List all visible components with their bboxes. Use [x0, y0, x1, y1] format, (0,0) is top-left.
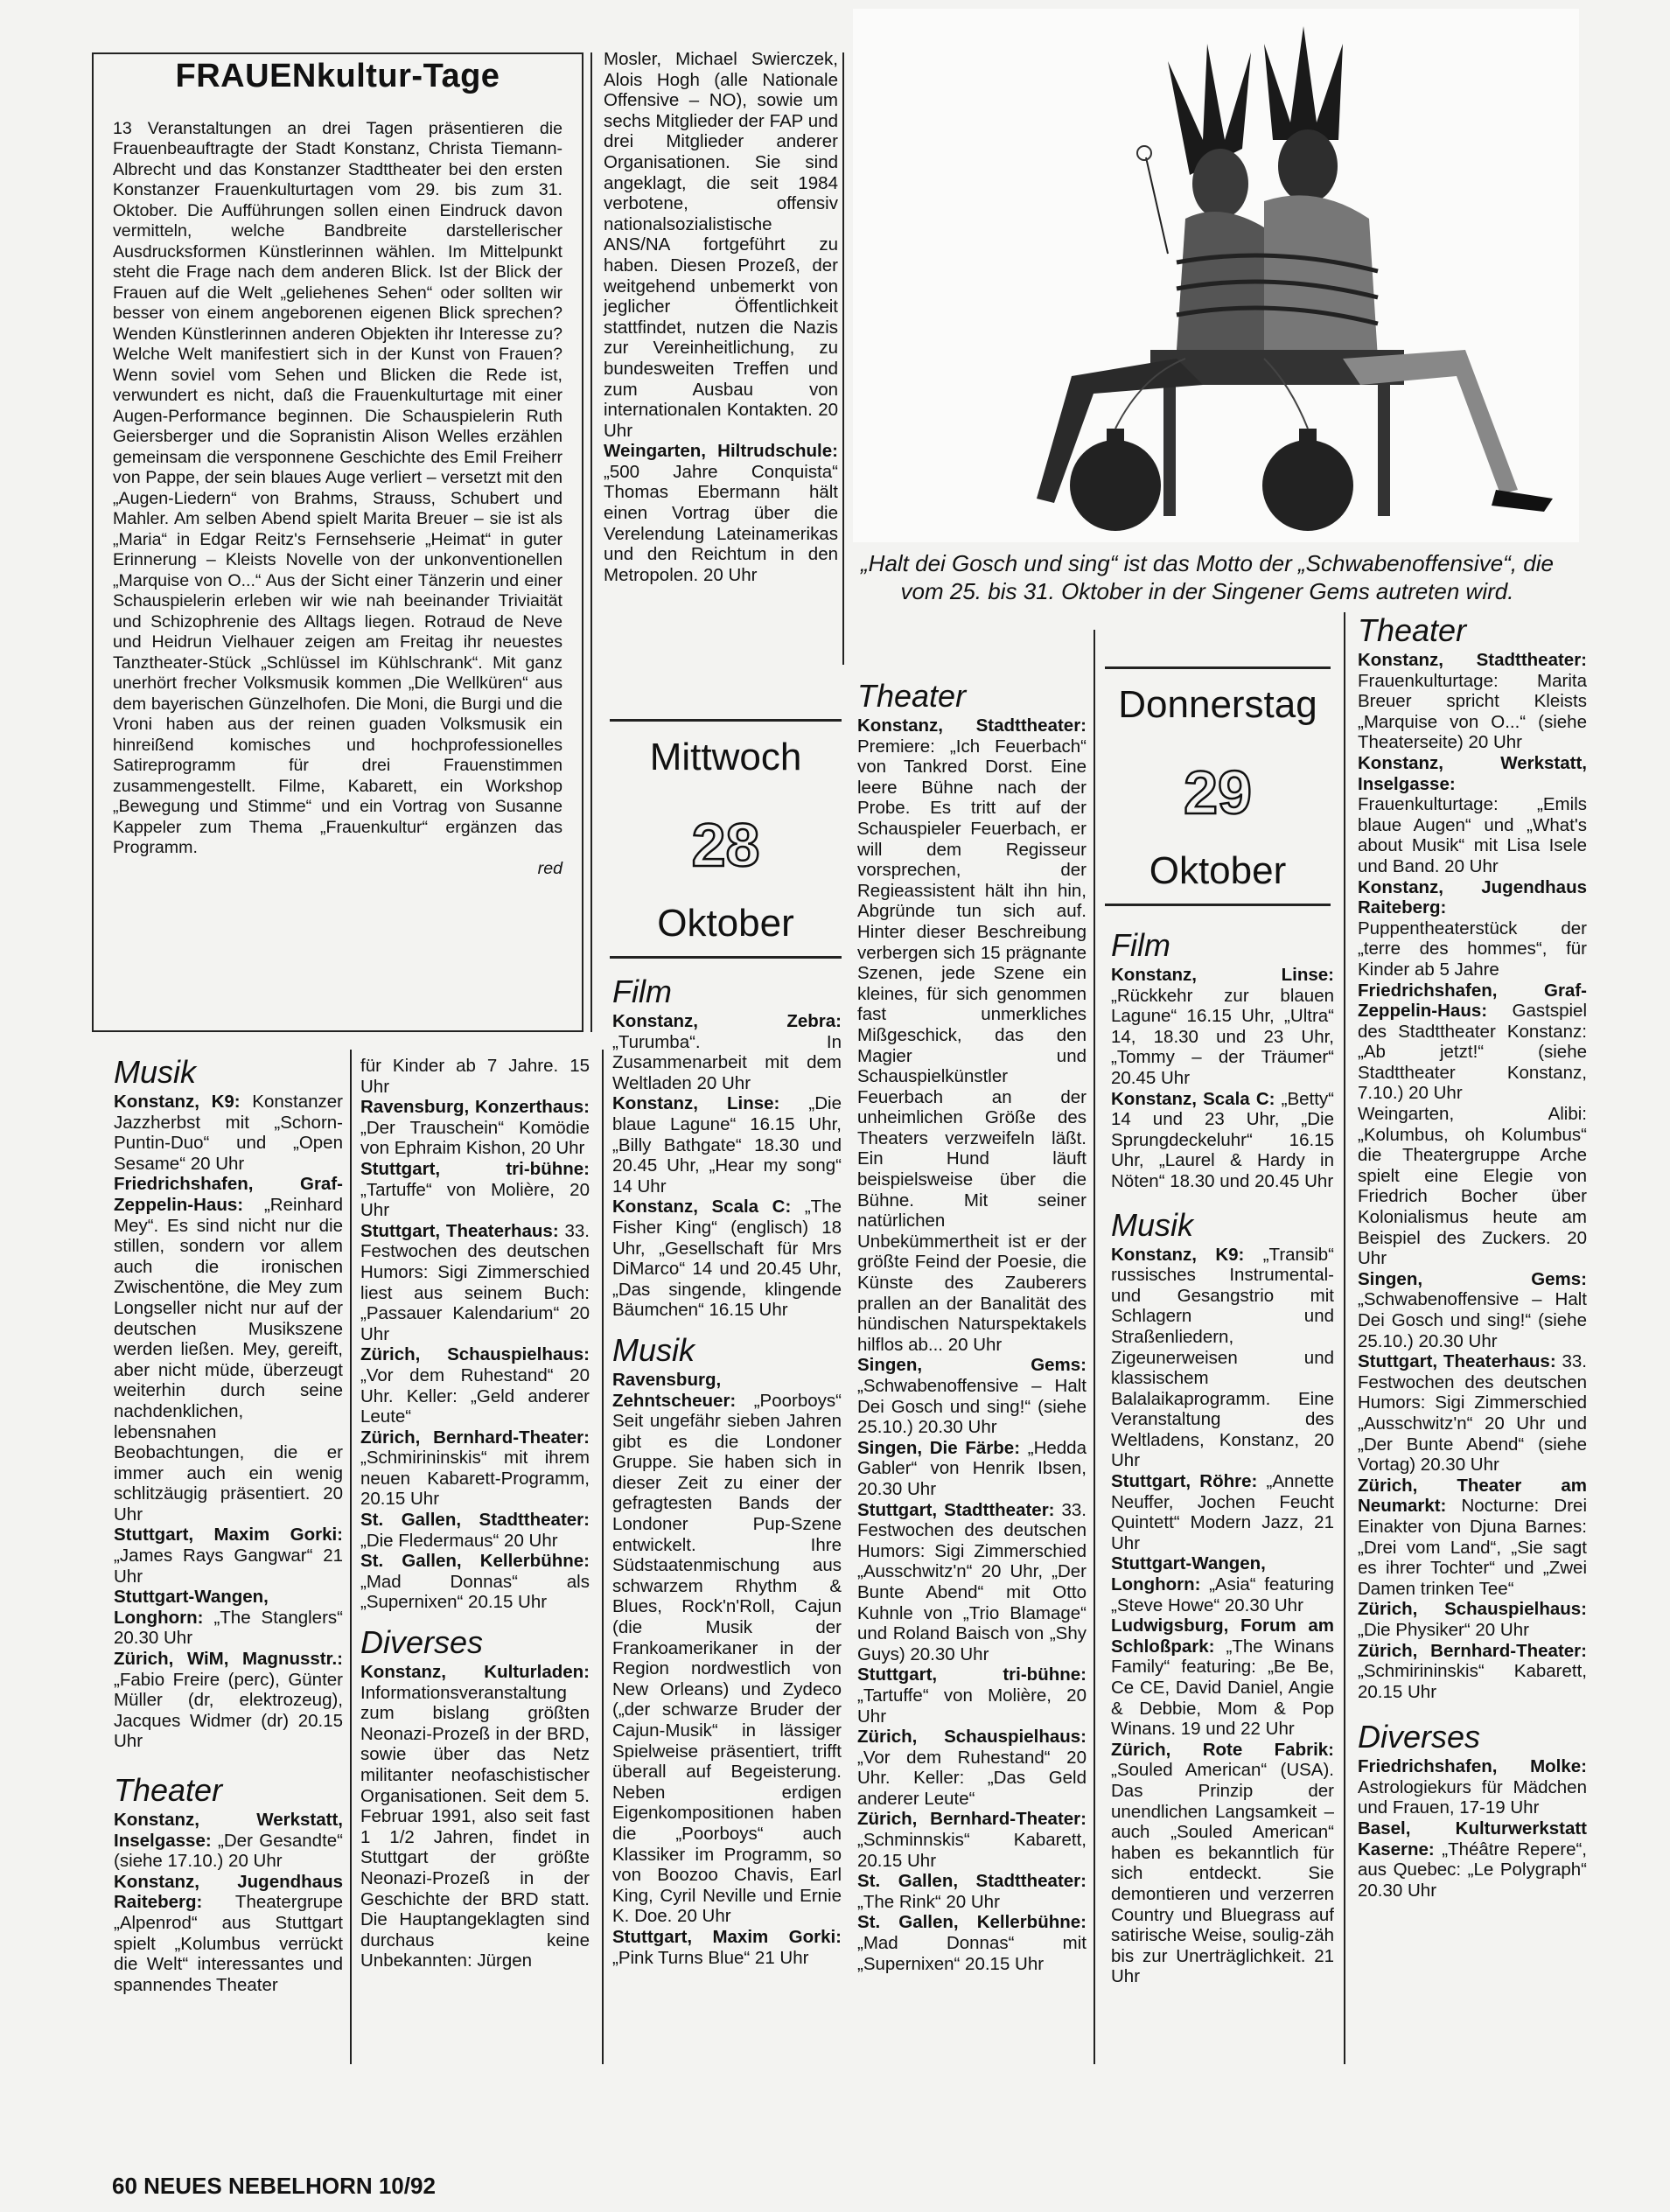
listing-text: Gastspiel des Stadttheater Konstanz: „Ab jetzt!“ (siehe Stadttheater Konstanz, 7.10.) 20 Uhr — [1358, 1001, 1587, 1104]
listing-venue: Konstanz, Jugendhaus Raiteberg: — [1358, 876, 1587, 918]
listing-venue: St. Gallen, Kellerbühne: — [360, 1551, 590, 1572]
listing-venue: Stuttgart, Maxim Gorki: — [612, 1926, 842, 1947]
listing-entry — [114, 1649, 343, 1752]
listing-venue: Zürich, Rote Fabrik: — [1111, 1739, 1334, 1760]
listing-entry — [1111, 965, 1334, 1089]
listing-venue: Konstanz, Jugendhaus Raiteberg: — [114, 1871, 343, 1913]
listing-entry — [1111, 1471, 1334, 1553]
listing-text: „Théâtre Repere“, aus Quebec: „Le Polygraph“ 20.30 Uhr — [1358, 1839, 1587, 1901]
listing-venue: Stuttgart, Stadttheater: — [857, 1499, 1055, 1520]
listing-entry — [1358, 1818, 1587, 1901]
listing-venue: Basel, Kulturwerkstatt Kaserne: — [1358, 1818, 1587, 1860]
listing-venue: Konstanz, Werkstatt, Inselgasse: — [1358, 752, 1587, 794]
listing-venue: Singen, Gems: — [1358, 1268, 1587, 1289]
listing-venue: Zürich, Schauspielhaus: — [857, 1727, 1087, 1748]
listing-text: „Tartuffe“ von Molière, 20 Uhr — [857, 1685, 1087, 1727]
listing-venue: Zürich, Schauspielhaus: — [1358, 1599, 1587, 1620]
listings-column-e — [1111, 923, 1334, 1987]
listing-venue: Ludwigsburg, Forum am Schloßpark: — [1111, 1615, 1334, 1657]
listing-venue: Weingarten, Hiltrudschule: — [604, 441, 838, 462]
listing-venue: Konstanz, Kulturladen: — [360, 1662, 590, 1683]
section-heading-musik: Musik — [1111, 1206, 1194, 1243]
listing-venue: Zürich, Bernhard-Theater: — [360, 1427, 590, 1448]
listing-entry — [114, 1872, 343, 1996]
listing-entry — [612, 1011, 842, 1093]
listing-entry — [857, 1355, 1087, 1437]
listing-text: „Schmirininskis“ mit ihrem neuen Kabarett-Programm, 20.15 Uhr — [360, 1448, 590, 1510]
listing-venue: Konstanz, Werkstatt, Inselgasse: — [114, 1810, 343, 1851]
continuation-text: Mosler, Michael Swierczek, Alois Hogh (alle Nationale Offensive – NO), sowie um sechs Mitglieder der FAP und drei Mitglieder anderer Organisationen. Sie sind angeklagt, die seit 1984 verbotene, offensiv nationalsozialistische ANS/NA fortgeführt zu haben. Diesen Prozeß, der weitgehend unbemerkt von jeglicher Öffentlichkeit stattfindet, nutzen die Nazis zur Vereinheitlichung, zu bundesweiten Treffen und zum Ausbau von internationalen Kontakten. 20 Uhr — [604, 49, 838, 441]
column-divider — [350, 1050, 352, 2064]
listing-venue: Konstanz, Scala C: — [1111, 1088, 1275, 1109]
listing-text: „Vor dem Ruhestand“ 20 Uhr. Keller: „Geld anderer Leute“ — [360, 1364, 590, 1427]
listing-text: „Schwabenoffensive – Halt Dei Gosch und sing!“ (siehe 25.10.) 20.30 Uhr — [857, 1376, 1087, 1438]
listing-entry — [1358, 753, 1587, 877]
listing-entry — [1358, 1599, 1587, 1640]
listing-text: Premiere: „Ich Feuerbach“ von Tankred Dorst. Eine leere Bühne nach der Probe. Es tritt auf der Schauspieler Feuerbach, er will dem Regisseur vorsprechen, der Regieassistent hält ihn hin, Abgründe tun sich auf. Hinter dieser Beschreibung verbergen sich 15 prägnante Szenen, jede Szene ein kleines, für sich genommen fast unmerkliches Mißgeschick, das den Magier und Schauspielkünstler Feuerbach an der unheimlichen Größe des Theaters verzweifeln läßt. Ein Hund läuft beispielsweise über die Bühne. Mit seiner natürlichen Unbekümmertheit ist er der größte Feind der Poesie, die Künste des Zauberers prallen an der Banalität des hündischen Naturspektakels hilflos ab... 20 Uhr — [857, 736, 1087, 1355]
section-heading-diverses: Diverses — [360, 1624, 484, 1661]
column-divider — [1344, 612, 1345, 2064]
listing-venue: Friedrichshafen, Molke: — [1358, 1756, 1587, 1777]
page-footer: 60 NEUES NEBELHORN 10/92 — [112, 2173, 436, 2199]
listings-column-a — [114, 1050, 343, 1995]
listing-entry — [857, 1438, 1087, 1500]
listing-entry — [360, 1056, 590, 1097]
listing-text: Puppentheaterstück der „terre des hommes“, für Kinder ab 5 Jahre — [1358, 918, 1587, 980]
day-number: 29 — [1184, 758, 1252, 827]
column-divider — [1094, 630, 1095, 2064]
listing-text: 33. Festwochen des deutschen Humors: Sigi Zimmerschied „Ausschwitz'n“ 20 Uhr, „Der Bunte Abend“ mit Otto Kuhnle von „Trio Blamage“ und Roland Baisch von „Shy Guys) 20.30 Uhr — [857, 1499, 1087, 1664]
listing-entry — [1111, 1740, 1334, 1987]
column-divider — [842, 52, 844, 665]
day-month: Oktober — [657, 902, 794, 945]
listing-text: Astrologiekurs für Mädchen und Frauen, 17-19 Uhr — [1358, 1776, 1587, 1818]
listing-entry — [1358, 1756, 1587, 1818]
listing-text: „Asia“ featuring „Steve Howe“ 20.30 Uhr — [1111, 1574, 1334, 1615]
listing-text: „500 Jahre Conquista“ Thomas Ebermann hält einen Vortrag über die Verelendung Lateinamerikas und den Reichtum in den Metropolen. 20 Uhr — [604, 461, 838, 585]
listing-entry — [1358, 1104, 1587, 1269]
listing-venue: St. Gallen, Kellerbühne: — [857, 1912, 1087, 1933]
listing-text: „Mad Donnas“ mit „Supernixen“ 20.15 Uhr — [857, 1933, 1087, 1974]
section-heading-musik: Musik — [114, 1054, 197, 1090]
listing-venue: Zürich, Bernhard-Theater: — [857, 1809, 1087, 1830]
listing-text: Frauenkulturtage: „Emils blaue Augen“ und „What's about Musik“ mit Lisa Isele und Band. 20 Uhr — [1358, 794, 1587, 876]
listing-text: Konstanzer Jazzherbst mit „Schorn-Puntin-Duo“ und „Open Sesame“ 20 Uhr — [114, 1092, 343, 1174]
listing-text: „Betty“ 14 und 23 Uhr, „Die Sprungdeckeluhr“ 16.15 Uhr, „Laurel & Hardy in Nöten“ 18.30 und 20.45 Uhr — [1111, 1088, 1334, 1191]
column-divider — [602, 1050, 604, 2064]
listing-text: „Pink Turns Blue“ 21 Uhr — [612, 1947, 809, 1968]
listing-entry — [360, 1551, 590, 1613]
listing-venue: Zürich, WiM, Magnusstr.: — [114, 1649, 343, 1670]
listing-entry — [1358, 650, 1587, 753]
listing-text: „Tartuffe“ von Molière, 20 Uhr — [360, 1179, 590, 1221]
listing-text: „Poorboys“ Seit ungefähr sieben Jahren gibt es die Londoner Gruppe. Sie haben sich in dieser Zeit zu einer der gefragtesten Bands der Londoner Pup-Szene entwickelt. Ihre Südstaatenmischung aus schwarzem Rhythm & Blues, Rock'n'Roll, Cajun (die Musik der Frankoamerikaner in der Region nordwestlich von New Orleans) und Zydeco („der schwarze Bruder der Cajun-Musik“ in lässiger Spielweise präsentiert, trifft überall auf Begeisterung. Neben erdigen Eigenkompositionen haben die „Poorboys“ auch Klassiker im Programm, so von Boozoo Chavis, Earl King, Cyril Neville und Ernie K. Doe. 20 Uhr — [612, 1390, 842, 1927]
listing-venue: Konstanz, Stadttheater: — [1358, 650, 1587, 670]
listing-venue: Konstanz, Linse: — [612, 1093, 780, 1114]
listing-text: „Transib“ russisches Instrumental- und Gesangstrio mit Schlagern und Straßenliedern, Zigeunerweisen und klassischem Balalaikaprogramm. Eine Veranstaltung des Weltladens, Konstanz, 20 Uhr — [1111, 1244, 1334, 1471]
listing-text: Frauenkulturtage: Marita Breuer spricht Kleists „Marquise von O...“ (siehe Theaterseite) 20 Uhr — [1358, 670, 1587, 753]
listing-text: „Der Trauschein“ Komödie von Ephraim Kishon, 20 Uhr — [360, 1117, 590, 1159]
listing-venue: Stuttgart, Theaterhaus: — [1358, 1351, 1556, 1372]
listing-venue: Friedrichshafen, Graf-Zeppelin-Haus: — [114, 1174, 343, 1215]
listings-column-d — [857, 673, 1087, 1974]
listing-text: für Kinder ab 7 Jahre. 15 Uhr — [360, 1056, 590, 1097]
listing-entry — [604, 441, 838, 585]
listing-venue: Zürich, Theater am Neumarkt: — [1358, 1475, 1587, 1517]
listing-entry — [360, 1427, 590, 1510]
feature-title: FRAUENkultur-Tage — [175, 58, 500, 94]
day-number: 28 — [691, 811, 760, 879]
listing-text: „Schwabenoffensive – Halt Dei Gosch und sing!“ (siehe 25.10.) 20.30 Uhr — [1358, 1289, 1587, 1351]
listing-text: 33. Festwochen des deutschen Humors: Sigi Zimmerschied „Ausschwitz'n“ 20 Uhr und „Der Bunte Abend“ (siehe Vortag) 20.30 Uhr — [1358, 1351, 1587, 1476]
listing-entry — [1358, 1269, 1587, 1351]
listing-entry — [1358, 980, 1587, 1105]
listing-text: „Rückkehr zur blauen Lagune“ 16.15 Uhr, „Ultra“ 14, 18.30 und 23 Uhr, „Tommy – der Träumer“ 20.45 Uhr — [1111, 985, 1334, 1088]
listing-text: „Vor dem Ruhestand“ 20 Uhr. Keller: „Das Geld anderer Leute“ — [857, 1747, 1087, 1809]
day-name: Mittwoch — [649, 736, 802, 778]
listing-venue: Stuttgart, Röhre: — [1111, 1471, 1258, 1492]
feature-signature: red — [537, 858, 562, 878]
listing-venue: Stuttgart, Theaterhaus: — [360, 1220, 559, 1241]
listing-entry — [360, 1221, 590, 1345]
listing-entry — [114, 1174, 343, 1525]
listing-venue: Zürich, Bernhard-Theater: — [1358, 1640, 1587, 1661]
column-divider — [590, 52, 592, 1032]
listing-entry — [1358, 877, 1587, 980]
listing-text: „Fabio Freire (perc), Günter Müller (dr, elektrozeug), Jacques Widmer (dr) 20.15 Uhr — [114, 1669, 343, 1752]
listing-venue: Friedrichshafen, Graf-Zeppelin-Haus: — [1358, 980, 1587, 1022]
section-heading-theater: Theater — [857, 678, 967, 714]
listing-text: „The Rink“ 20 Uhr — [857, 1891, 1000, 1912]
listing-text: „Hedda Gabler“ von Henrik Ibsen, 20.30 Uhr — [857, 1437, 1087, 1499]
listing-entry — [114, 1525, 343, 1587]
listing-venue: Konstanz, Scala C: — [612, 1197, 792, 1218]
listing-entry — [1358, 1641, 1587, 1703]
listing-text: „The Stanglers“ 20.30 Uhr — [114, 1607, 343, 1649]
listing-text: „Die blaue Lagune“ 16.15 Uhr, „Billy Bathgate“ 18.30 und 20.45 Uhr, „Hear my song“ 14 Uhr — [612, 1093, 842, 1197]
listing-venue: Stuttgart-Wangen, Longhorn: — [1111, 1553, 1266, 1595]
listing-text: „Annette Neuffer, Jochen Feucht Quintett“ Modern Jazz, 21 Uhr — [1111, 1471, 1334, 1553]
photo-schwabenoffensive — [853, 9, 1579, 542]
listing-venue: St. Gallen, Stadttheater: — [857, 1871, 1087, 1892]
listing-text: „Turumba“. In Zusammenarbeit mit dem Weltladen 20 Uhr — [612, 1031, 842, 1093]
listing-venue: Singen, Die Färbe: — [857, 1437, 1021, 1458]
listing-entry — [1111, 1615, 1334, 1740]
listing-venue: Ravensburg, Zehntscheuer: — [612, 1369, 737, 1411]
listings-column-c — [612, 969, 842, 1968]
section-heading-theater: Theater — [114, 1772, 223, 1808]
listing-entry — [360, 1662, 590, 1971]
listing-text: „Mad Donnas“ als „Supernixen“ 20.15 Uhr — [360, 1571, 590, 1613]
listing-entry — [857, 1912, 1087, 1974]
listing-venue: Konstanz, Stadttheater: — [857, 715, 1087, 736]
listing-entry — [612, 1370, 842, 1927]
listings-column-b — [360, 1056, 590, 1971]
listing-entry — [612, 1197, 842, 1321]
listing-entry — [1358, 1351, 1587, 1476]
listing-text: „James Rays Gangwar“ 21 Uhr — [114, 1546, 343, 1587]
photo-caption: „Halt dei Gosch und sing“ ist das Motto der „Schwabenoffensive“, die vom 25. bis 31. Oktober in der Singener Gems autreten wird. — [861, 550, 1554, 604]
listing-entry — [360, 1097, 590, 1159]
listing-entry — [114, 1587, 343, 1649]
article-continuation — [604, 49, 838, 585]
listing-venue: St. Gallen, Stadttheater: — [360, 1510, 590, 1531]
feature-box — [92, 52, 583, 1032]
listing-venue: Ravensburg, Konzerthaus: — [360, 1097, 590, 1118]
listing-text: „Schmirininskis“ Kabarett, 20.15 Uhr — [1358, 1661, 1587, 1702]
listing-venue: Stuttgart, tri-bühne: — [360, 1158, 590, 1179]
listing-venue: Konstanz, Zebra: — [612, 1011, 842, 1031]
listing-entry — [857, 1809, 1087, 1871]
listing-text: „Schminnskis“ Kabarett, 20.15 Uhr — [857, 1830, 1087, 1871]
day-header-28 — [610, 719, 842, 959]
listing-venue: Singen, Gems: — [857, 1355, 1087, 1376]
listing-entry — [1111, 1553, 1334, 1615]
listing-text: Informationsveranstaltung zum bislang größten Neonazi-Prozeß in der BRD, sowie über das Netz militanter neofaschistischer Organisationen. Seit dem 5. Februar 1991, also seit fast 1 1/2 Jahren, findet in Stuttgart der größte Neonazi-Prozeß in der Geschichte der BRD statt. Die Hauptangeklagten sind durchaus keine Unbekannten: Jürgen — [360, 1682, 590, 1971]
listing-entry — [1111, 1089, 1334, 1192]
listing-entry — [857, 1727, 1087, 1809]
listings-column-f — [1358, 608, 1587, 1901]
listing-entry — [360, 1344, 590, 1427]
listing-venue: Stuttgart, Maxim Gorki: — [114, 1525, 343, 1546]
listing-venue: Konstanz, Linse: — [1111, 965, 1334, 985]
listing-text: „The Fisher King“ (englisch) 18 Uhr, „Gesellschaft für Mrs DiMarco“ 14 und 20.45 Uhr, „Das singende, klingende Bäumchen“ 16.15 Uhr — [612, 1197, 842, 1321]
listing-text: „Reinhard Mey“. Es sind nicht nur die stillen, sondern vor allem auch die ironischen Zwischentöne, die Mey zum Longseller nicht nur auf der deutschen Musikszene werden ließen. Mey, gereift, aber nicht müde, überzeugt weiterhin durch seine nachdenklichen, lebensnahen Beobachtungen, die er immer auch ein wenig schlitzäugig präsentiert. 20 Uhr — [114, 1194, 343, 1525]
section-heading-film: Film — [1111, 927, 1170, 963]
listing-entry — [360, 1510, 590, 1551]
section-heading-theater: Theater — [1358, 612, 1467, 648]
listing-entry — [612, 1093, 842, 1197]
listing-venue: Zürich, Schauspielhaus: — [360, 1344, 590, 1365]
section-heading-diverses: Diverses — [1358, 1719, 1481, 1755]
listing-text: „Souled American“ (USA). Das Prinzip der unendlichen Langsamkeit – auch „Souled American“ haben es bekanntlich für sich entdeckt. Sie demontieren und verzerren Country und Bluegrass auf satirische Weise, soulig-zäh bis zur Unerträglichkeit. 21 Uhr — [1111, 1760, 1334, 1987]
listing-entry — [114, 1810, 343, 1872]
listing-text: „Die Physiker“ 20 Uhr — [1358, 1619, 1529, 1640]
listing-text: Nocturne: Drei Einakter von Djuna Barnes: „Drei vom Land“, „Sie sagt es ihrer Tochter“ und „Zwei Damen trinken Tee“ — [1358, 1496, 1587, 1599]
day-name: Donnerstag — [1118, 683, 1317, 726]
listing-venue: Stuttgart, tri-bühne: — [857, 1664, 1087, 1685]
listing-entry — [612, 1927, 842, 1968]
listing-text: Theatergrupe „Alpenrod“ aus Stuttgart spielt „Kolumbus verrückt die Welt“ interessantes und spannendes Theater — [114, 1892, 343, 1995]
day-month: Oktober — [1149, 849, 1287, 892]
listing-text: 33. Festwochen des deutschen Humors: Sigi Zimmerschied liest aus seinem Buch: „Passauer Kalendarium“ 20 Uhr — [360, 1220, 590, 1344]
listing-text: „Der Gesandte“ (siehe 17.10.) 20 Uhr — [114, 1830, 343, 1872]
listing-entry — [1358, 1476, 1587, 1600]
listing-text: „The Winans Family“ featuring: „Be Be, Ce CE, David Daniel, Angie & Debbie, Mom & Pop Winans. 19 und 22 Uhr — [1111, 1636, 1334, 1740]
listing-entry — [857, 1500, 1087, 1665]
listing-text: „Die Fledermaus“ 20 Uhr — [360, 1530, 558, 1551]
listing-text: Weingarten, Alibi: „Kolumbus, oh Kolumbus“ die Theatergruppe Arche spielt eine Elegie von Friedrich Bocher über Kolonialismus heute am Beispiel des Zuckers. 20 Uhr — [1358, 1104, 1587, 1269]
listing-entry — [857, 715, 1087, 1355]
listing-venue: Konstanz, K9: — [114, 1092, 241, 1112]
day-header-29 — [1105, 666, 1331, 906]
listing-venue: Konstanz, K9: — [1111, 1244, 1245, 1265]
section-heading-film: Film — [612, 973, 672, 1009]
listing-venue: Stuttgart-Wangen, Longhorn: — [114, 1587, 269, 1628]
listing-entry — [114, 1092, 343, 1174]
feature-text: 13 Veranstaltungen an drei Tagen präsentieren die Frauenbeauftragte der Stadt Konstanz, Christa Tiemann-Albrecht und das Konstanzer Stadttheater bei den ersten Konstanzer Frauenkulturtagen vom 29. bis zum 31. Oktober. Die Aufführungen sollen einen Eindruck davon vermitteln, welche Bandbreite darstellerischer Ausdrucksformen Künstlerinnen wählen. Im Mittelpunkt steht die Frage nach dem anderen Blick. Ist der Blick der Frauen auf die Welt „geliehenes Sehen“ oder sollten wir besser von einem angeborenen eigenen Blick sprechen? Wenden Künstlerinnen anderen Objekten ihr Interesse zu? Welche Welt manifestiert sich in der Kunst von Frauen? Wenn soviel vom Sehen und Blicken die Rede ist, verwundert es nicht, daß die Frauenkulturtage mit einer Augen-Performance beginnen. Die Schauspielerin Ruth Geiersberger und die Sopranistin Alison Welles erzählen gemeinsam die versponnene Geschichte des Emil Freiherr von Pappe, der sein blaues Auge verliert – versetzt mit den „Augen-Liedern“ von Brahms, Strauss, Schubert und Mahler. Am selben Abend spielt Marita Breuer – sie ist als „Maria“ in Edgar Reitz's Fernsehserie „Heimat“ in guter Erinnerung – Kleists Novelle von der unkonventionellen „Marquise von O...“ Aus der Sicht einer Tänzerin und einer Schauspielerin erleben wir wie nah beeinander Triviaität und Schizophrenie des Alltags liegen. Rotraud de Neve und Heidrun Vielhauer zeigen am Freitag ihr neuestes Tanztheater-Stück „Schlüssel im Kühlschrank“. Mit ganz unerhört frecher Volksmusik kommen „Die Wellküren“ aus dem bayerischen Günzelhofen. Die Moni, die Burgi und die Vroni haben aus der reinen guaden Volksmusik ein hinreißend komisches und hochprofessionelles Satireprogramm für drei Frauenstimmen zusammengestellt. Filme, Kabarett, ein Workshop „Bewegung und Stimme“ und ein Vortrag von Susanne Kappeler zum Thema „Frauenkultur“ ergänzen das Programm. — [113, 118, 562, 857]
listing-entry — [1111, 1245, 1334, 1472]
listing-entry — [857, 1664, 1087, 1727]
listing-entry — [857, 1871, 1087, 1912]
listing-entry — [360, 1159, 590, 1221]
section-heading-musik: Musik — [612, 1331, 695, 1368]
